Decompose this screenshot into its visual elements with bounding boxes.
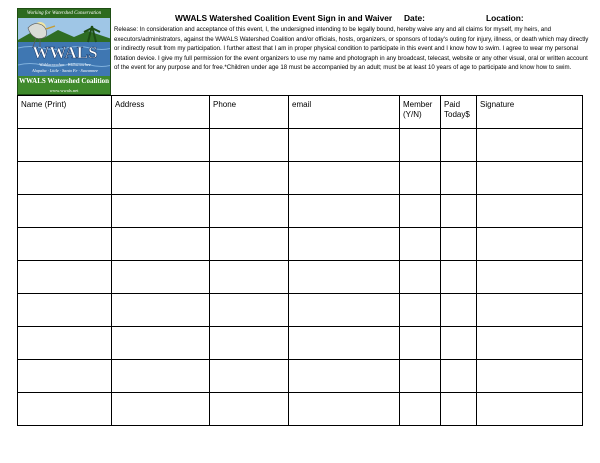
email-cell[interactable]: [289, 327, 400, 360]
release-waiver-text: Release: In consideration and acceptance of this event, I, the undersigned intending to be legally bound, hereby waive any and all claims for myself, my heirs, and executors/administrators, against the WWALS Watershed Coalition and/or officials, hosts, organizers, or sponsors of today's outing for injury, illness, or death which may directly or indirectly result from my participation. I further attest that I am in proper physical condition to participate in this event and I know how to swim. I agree to wear my personal flotation device. I give my full permission for the event organizers to use my name and photograph in any broadcast, telecast, website or any other visual, oral or written account of the event for any purpose and for free.*Children under age 18 must be accompanied by an adult; must be at least 10 years of age to participate and know how to swim.: [114, 26, 589, 72]
table-row: [18, 327, 583, 360]
logo-org-name: WWALS Watershed Coalition: [18, 77, 110, 85]
signature-cell[interactable]: [477, 129, 583, 162]
name-cell[interactable]: [18, 261, 112, 294]
address-cell[interactable]: [112, 162, 210, 195]
paid-cell[interactable]: [441, 360, 477, 393]
member-cell[interactable]: [400, 129, 441, 162]
phone-cell[interactable]: [210, 294, 289, 327]
email-cell[interactable]: [289, 195, 400, 228]
member-cell[interactable]: [400, 360, 441, 393]
heron-logo-art: [18, 18, 111, 76]
paid-cell[interactable]: [441, 393, 477, 426]
sign-in-table-body: [18, 129, 583, 426]
address-cell[interactable]: [112, 360, 210, 393]
wwals-logo: [17, 8, 111, 95]
phone-cell[interactable]: [210, 261, 289, 294]
signature-cell[interactable]: [477, 228, 583, 261]
phone-cell[interactable]: [210, 360, 289, 393]
signature-cell[interactable]: [477, 261, 583, 294]
signature-cell[interactable]: [477, 393, 583, 426]
logo-rivers-line-2: Alapaha · Little · Santa Fe · Suwannee: [31, 68, 99, 73]
form-title: WWALS Watershed Coalition Event Sign in and Waiver: [175, 13, 393, 23]
phone-cell[interactable]: [210, 162, 289, 195]
name-cell[interactable]: [18, 360, 112, 393]
logo-rivers-line-1: Withlacoochee · Willacoochee: [39, 62, 91, 67]
name-cell[interactable]: [18, 294, 112, 327]
location-label: Location:: [486, 13, 524, 23]
table-row: [18, 129, 583, 162]
phone-cell[interactable]: [210, 327, 289, 360]
paid-cell[interactable]: [441, 129, 477, 162]
name-cell[interactable]: [18, 393, 112, 426]
date-label: Date:: [404, 13, 425, 23]
logo-wordmark: WWALS: [32, 43, 98, 62]
phone-cell[interactable]: [210, 228, 289, 261]
email-cell[interactable]: [289, 393, 400, 426]
name-cell[interactable]: [18, 195, 112, 228]
email-cell[interactable]: [289, 162, 400, 195]
email-cell[interactable]: [289, 360, 400, 393]
address-cell[interactable]: [112, 327, 210, 360]
name-cell[interactable]: [18, 228, 112, 261]
address-cell[interactable]: [112, 195, 210, 228]
signature-cell[interactable]: [477, 360, 583, 393]
signature-cell[interactable]: [477, 294, 583, 327]
signature-cell[interactable]: [477, 195, 583, 228]
paid-cell[interactable]: [441, 195, 477, 228]
table-row: [18, 228, 583, 261]
address-cell[interactable]: [112, 393, 210, 426]
paid-cell[interactable]: [441, 228, 477, 261]
paid-cell[interactable]: [441, 162, 477, 195]
name-cell[interactable]: [18, 129, 112, 162]
member-cell[interactable]: [400, 294, 441, 327]
member-cell[interactable]: [400, 195, 441, 228]
email-cell[interactable]: [289, 228, 400, 261]
table-row: [18, 261, 583, 294]
logo-banner-text: Working for Watershed Conservation: [18, 9, 110, 18]
address-cell[interactable]: [112, 129, 210, 162]
address-cell[interactable]: [112, 294, 210, 327]
address-cell[interactable]: [112, 261, 210, 294]
table-header-row: [18, 96, 583, 129]
email-cell[interactable]: [289, 129, 400, 162]
table-row: [18, 294, 583, 327]
signature-cell[interactable]: [477, 327, 583, 360]
address-cell[interactable]: [112, 228, 210, 261]
member-cell[interactable]: [400, 162, 441, 195]
member-cell[interactable]: [400, 261, 441, 294]
table-row: [18, 195, 583, 228]
column-header-paid: Paid Today$: [441, 96, 477, 129]
member-cell[interactable]: [400, 327, 441, 360]
member-cell[interactable]: [400, 228, 441, 261]
signature-cell[interactable]: [477, 162, 583, 195]
phone-cell[interactable]: [210, 393, 289, 426]
column-header-email: email: [289, 96, 400, 129]
column-header-signature: Signature: [477, 96, 583, 129]
logo-url: www.wwals.net: [49, 88, 79, 93]
name-cell[interactable]: [18, 162, 112, 195]
table-row: [18, 360, 583, 393]
table-row: [18, 162, 583, 195]
table-row: [18, 393, 583, 426]
phone-cell[interactable]: [210, 129, 289, 162]
paid-cell[interactable]: [441, 261, 477, 294]
column-header-address: Address: [112, 96, 210, 129]
column-header-name: Name (Print): [18, 96, 112, 129]
paid-cell[interactable]: [441, 327, 477, 360]
phone-cell[interactable]: [210, 195, 289, 228]
member-cell[interactable]: [400, 393, 441, 426]
sign-in-table: [17, 95, 583, 426]
column-header-phone: Phone: [210, 96, 289, 129]
email-cell[interactable]: [289, 261, 400, 294]
email-cell[interactable]: [289, 294, 400, 327]
name-cell[interactable]: [18, 327, 112, 360]
column-header-member: Member (Y/N): [400, 96, 441, 129]
paid-cell[interactable]: [441, 294, 477, 327]
